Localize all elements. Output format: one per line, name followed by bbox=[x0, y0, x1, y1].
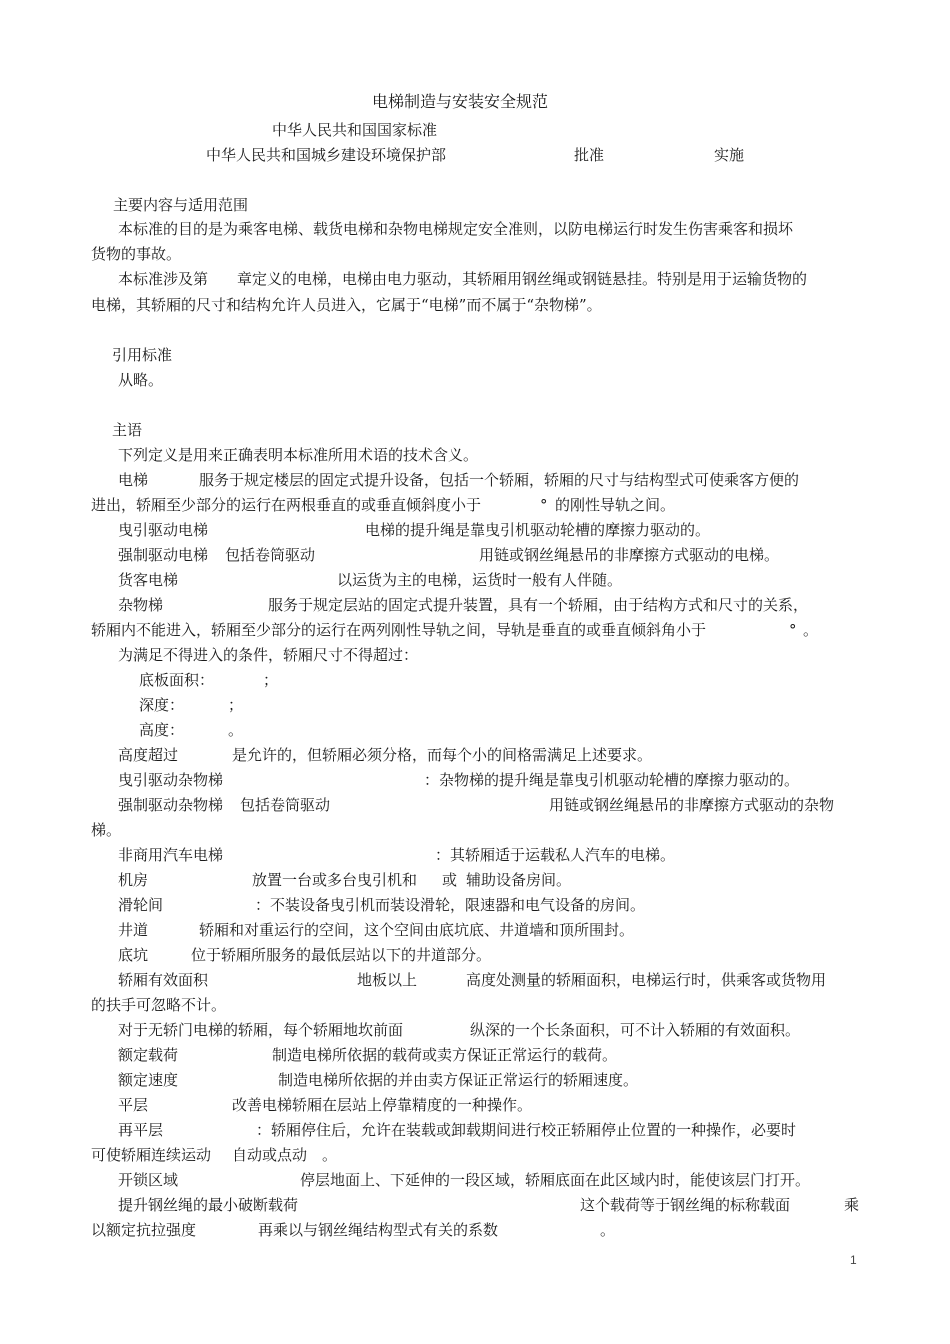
section-heading: 引用标准 bbox=[112, 346, 173, 364]
term-label: 平层 bbox=[118, 1096, 149, 1114]
term-definition: 。 bbox=[322, 1146, 338, 1164]
doc-title: 电梯制造与安装安全规范 bbox=[372, 92, 549, 111]
limit-end: ； bbox=[228, 696, 244, 714]
limit-label: 高度： bbox=[139, 721, 185, 739]
term-definition: 服务于规定楼层的固定式提升设备，包括一个轿厢，轿厢的尺寸与结构型式可使乘客方便的 bbox=[199, 471, 800, 489]
term-definition: ° bbox=[540, 496, 548, 514]
term-definition: 地板以上 bbox=[357, 971, 418, 989]
paragraph-line: 下列定义是用来正确表明本标准所用术语的技术含义。 bbox=[118, 446, 479, 464]
term-label: 强制驱动电梯 bbox=[118, 546, 209, 564]
paragraph-line: 本标准的目的是为乘客电梯、载货电梯和杂物电梯规定安全准则，以防电梯运行时发生伤害乘客和损坏 bbox=[118, 220, 794, 238]
paragraph-line: 对于无轿门电梯的轿厢，每个轿厢地坎前面 bbox=[118, 1021, 404, 1039]
paragraph-line: 是允许的，但轿厢必须分格，而每个小的间格需满足上述要求。 bbox=[232, 746, 653, 764]
paragraph-line: 货物的事故。 bbox=[91, 245, 182, 263]
term-definition: 的扶手可忽略不计。 bbox=[91, 996, 227, 1014]
limit-label: 底板面积： bbox=[139, 671, 215, 689]
term-definition: ：不装设备曳引机而装设滑轮，限速器和电气设备的房间。 bbox=[255, 896, 646, 914]
limit-end: ； bbox=[263, 671, 279, 689]
term-label: 底坑 bbox=[118, 946, 149, 964]
term-definition: 改善电梯轿厢在层站上停靠精度的一种操作。 bbox=[232, 1096, 533, 1114]
term-label: 强制驱动杂物梯 bbox=[118, 796, 224, 814]
term-definition: ° bbox=[789, 621, 797, 639]
paragraph-line: 本标准涉及第 bbox=[118, 270, 209, 288]
section-heading: 主语 bbox=[112, 421, 143, 439]
term-definition: 可使轿厢连续运动 bbox=[91, 1146, 212, 1164]
term-definition: 轿厢内不能进入，轿厢至少部分的运行在两列刚性导轨之间，导轨是垂直的或垂直倾斜角小于 bbox=[91, 621, 707, 639]
term-label: 货客电梯 bbox=[118, 571, 179, 589]
term-definition: 以运货为主的电梯，运货时一般有人伴随。 bbox=[337, 571, 623, 589]
term-definition: 。 bbox=[600, 1221, 616, 1239]
term-label: 机房 bbox=[118, 871, 149, 889]
term-definition: 放置一台或多台曳引机和 bbox=[252, 871, 418, 889]
term-definition: 乘 bbox=[844, 1196, 860, 1214]
term-label: 杂物梯 bbox=[118, 596, 164, 614]
term-note: 包括卷筒驱动 bbox=[240, 796, 331, 814]
term-definition: ：轿厢停住后，允许在装载或卸载期间进行校正轿厢停止位置的一种操作，必要时 bbox=[256, 1121, 797, 1139]
issuer-implement: 实施 bbox=[714, 146, 745, 164]
term-definition: 服务于规定层站的固定式提升装置，具有一个轿厢，由于结构方式和尺寸的关系， bbox=[268, 596, 809, 614]
paragraph-line: 为满足不得进入的条件，轿厢尺寸不得超过： bbox=[118, 646, 419, 664]
term-definition: 的刚性导轨之间。 bbox=[555, 496, 676, 514]
term-definition: 梯。 bbox=[91, 821, 122, 839]
term-label: 额定载荷 bbox=[118, 1046, 179, 1064]
term-definition: 电梯的提升绳是靠曳引机驱动轮槽的摩擦力驱动的。 bbox=[365, 521, 711, 539]
paragraph-line: 电梯，其轿厢的尺寸和结构允许人员进入，它属于“电梯”而不属于“杂物梯”。 bbox=[91, 296, 602, 314]
term-label: 电梯 bbox=[118, 471, 149, 489]
term-label: 井道 bbox=[118, 921, 149, 939]
term-definition: 用链或钢丝绳悬吊的非摩擦方式驱动的电梯。 bbox=[479, 546, 780, 564]
term-definition: 制造电梯所依据的载荷或卖方保证正常运行的载荷。 bbox=[272, 1046, 618, 1064]
term-definition: 进出，轿厢至少部分的运行在两根垂直的或垂直倾斜度小于 bbox=[91, 496, 482, 514]
term-definition: 用链或钢丝绳悬吊的非摩擦方式驱动的杂物 bbox=[549, 796, 835, 814]
paragraph-line: 纵深的一个长条面积，可不计入轿厢的有效面积。 bbox=[470, 1021, 801, 1039]
term-label: 非商用汽车电梯 bbox=[118, 846, 224, 864]
term-definition: 位于轿厢所服务的最低层站以下的井道部分。 bbox=[191, 946, 492, 964]
term-definition: 制造电梯所依据的并由卖方保证正常运行的轿厢速度。 bbox=[278, 1071, 639, 1089]
term-definition: ：其轿厢适于运载私人汽车的电梯。 bbox=[435, 846, 676, 864]
term-label: 开锁区域 bbox=[118, 1171, 179, 1189]
term-label: 再平层 bbox=[118, 1121, 164, 1139]
term-label: 滑轮间 bbox=[118, 896, 164, 914]
term-label: 轿厢有效面积 bbox=[118, 971, 209, 989]
doc-subtitle: 中华人民共和国国家标准 bbox=[272, 121, 438, 139]
term-definition: 或 bbox=[442, 871, 458, 889]
paragraph-line: 从略。 bbox=[118, 371, 164, 389]
term-definition: 再乘以与钢丝绳结构型式有关的系数 bbox=[258, 1221, 499, 1239]
paragraph-line: 高度超过 bbox=[118, 746, 179, 764]
issuer-approve: 批准 bbox=[574, 146, 605, 164]
limit-end: 。 bbox=[228, 721, 244, 739]
term-definition: 自动或点动 bbox=[232, 1146, 308, 1164]
term-definition: 以额定抗拉强度 bbox=[91, 1221, 197, 1239]
term-label: 曳引驱动杂物梯 bbox=[118, 771, 224, 789]
term-definition: 停层地面上、下延伸的一段区域，轿厢底面在此区域内时，能使该层门打开。 bbox=[300, 1171, 811, 1189]
term-label: 曳引驱动电梯 bbox=[118, 521, 209, 539]
term-definition: ：杂物梯的提升绳是靠曳引机驱动轮槽的摩擦力驱动的。 bbox=[424, 771, 800, 789]
limit-label: 深度： bbox=[139, 696, 185, 714]
section-heading: 主要内容与适用范围 bbox=[113, 196, 249, 214]
term-label: 额定速度 bbox=[118, 1071, 179, 1089]
term-definition: 。 bbox=[803, 621, 819, 639]
page-number: 1 bbox=[850, 1253, 857, 1267]
term-note: 包括卷筒驱动 bbox=[225, 546, 316, 564]
issuer-name: 中华人民共和国城乡建设环境保护部 bbox=[206, 146, 447, 164]
term-label: 提升钢丝绳的最小破断载荷 bbox=[118, 1196, 299, 1214]
term-definition: 辅助设备房间。 bbox=[466, 871, 572, 889]
term-definition: 轿厢和对重运行的空间，这个空间由底坑底、井道墙和顶所围封。 bbox=[199, 921, 635, 939]
term-definition: 高度处测量的轿厢面积，电梯运行时，供乘客或货物用 bbox=[466, 971, 827, 989]
term-definition: 这个载荷等于钢丝绳的标称载面 bbox=[580, 1196, 791, 1214]
paragraph-line: 章定义的电梯，电梯由电力驱动，其轿厢用钢丝绳或钢链悬挂。特别是用于运输货物的 bbox=[237, 270, 808, 288]
